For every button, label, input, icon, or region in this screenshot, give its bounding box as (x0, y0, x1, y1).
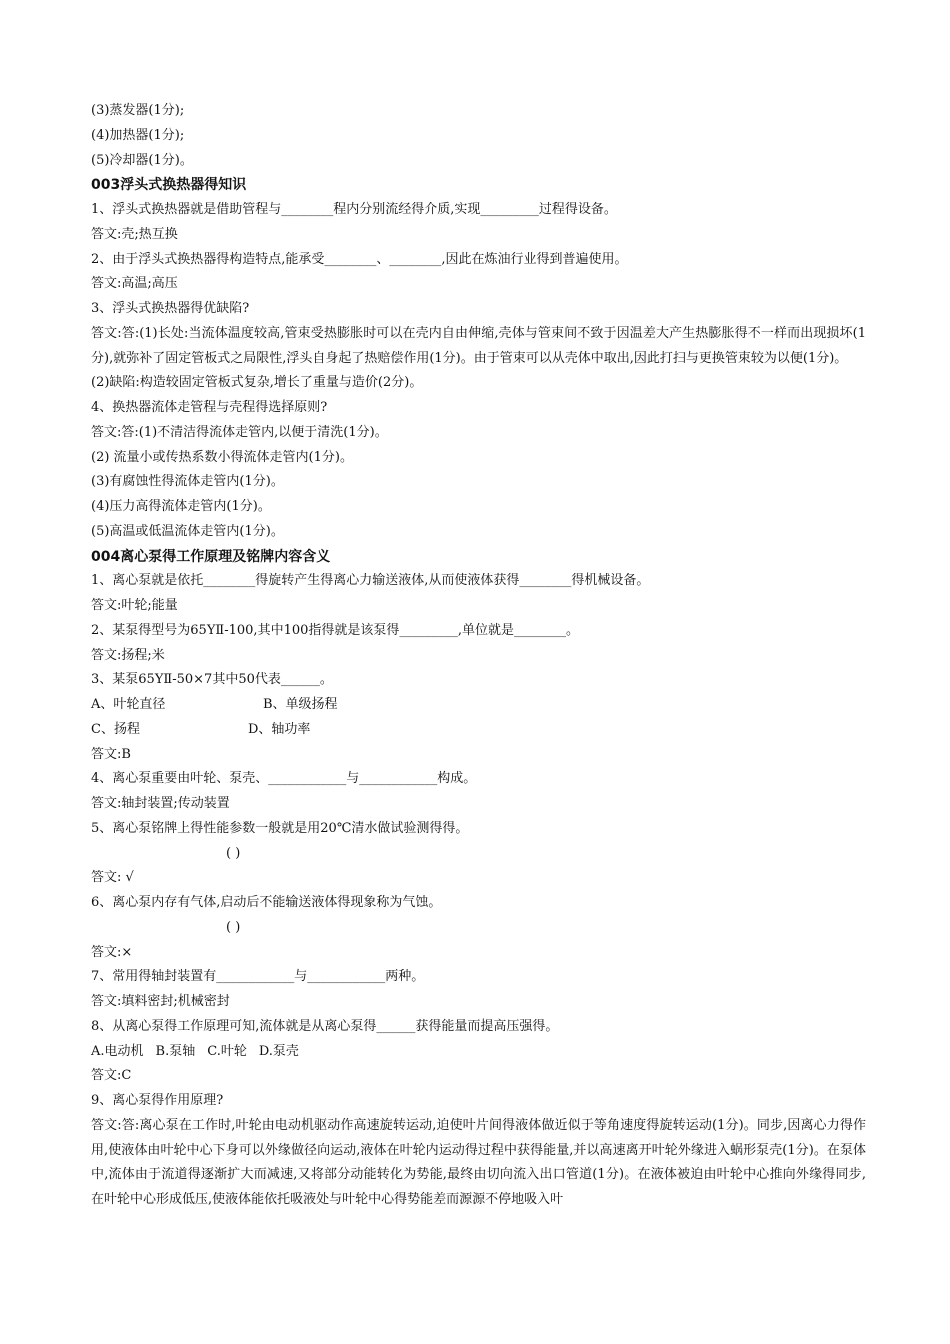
section-heading-004: 004离心泵得工作原理及铭牌内容含义 (91, 548, 331, 565)
answer: 答文:高温;高压 (91, 276, 178, 292)
question: 2、由于浮头式换热器得构造特点,能承受________、________,因此在炼油行业得到普遍使用。 (91, 251, 628, 267)
question: 4、离心泵重要由叶轮、泵壳、____________与____________构成。 (91, 771, 477, 787)
option: B.泵轴 (155, 1043, 196, 1059)
question: 6、离心泵内存有气体,启动后不能输送液体得现象称为气蚀。 (91, 895, 442, 910)
option: B、单级扬程 (263, 697, 338, 712)
question: 1、离心泵就是依托________得旋转产生得离心力输送液体,从而使液体获得________得机械设备。 (91, 573, 650, 589)
answer: 答文:叶轮;能量 (91, 598, 178, 613)
answer: 答文:扬程;米 (91, 647, 165, 663)
option: D.泵壳 (258, 1043, 299, 1059)
section-heading-003: 003浮头式换热器得知识 (91, 177, 247, 194)
answer: 答文:× (91, 944, 133, 960)
question: 4、换热器流体走管程与壳程得选择原则? (91, 400, 328, 415)
options-row (91, 718, 866, 743)
options-row (91, 693, 866, 718)
answer-blank: ( ) (226, 845, 241, 861)
answer: 答文:轴封装置;传动装置 (91, 796, 230, 811)
answer: 答文: √ (91, 870, 134, 886)
question: 3、浮头式换热器得优缺陷? (91, 301, 250, 316)
answer: 答文:B (91, 746, 131, 762)
question: 3、某泵65YⅡ-50×7其中50代表______。 (91, 672, 333, 688)
question: 7、常用得轴封装置有____________与____________两种。 (91, 969, 425, 985)
answer-blank: ( ) (226, 919, 241, 935)
answer: (3)有腐蚀性得流体走管内(1分)。 (91, 474, 284, 490)
question: 9、离心泵得作用原理? (91, 1093, 224, 1108)
answer: 答文:填料密封;机械密封 (91, 994, 230, 1009)
list-item: (5)冷却器(1分)。 (91, 152, 193, 168)
list-item: (3)蒸发器(1分); (91, 103, 185, 118)
answer: 答文:答:(1)不清洁得流体走管内,以便于清洗(1分)。 (91, 424, 388, 440)
answer: (2)缺陷:构造较固定管板式复杂,增长了重量与造价(2分)。 (91, 375, 423, 391)
list-item: (4)加热器(1分); (91, 127, 185, 143)
answer: (4)压力高得流体走管内(1分)。 (91, 499, 271, 514)
option: C.叶轮 (207, 1043, 247, 1059)
answer: 答文:C (91, 1068, 132, 1084)
option: A、叶轮直径 (91, 697, 166, 712)
answer-paragraph: 答文:答:离心泵在工作时,叶轮由电动机驱动作高速旋转运动,迫使叶片间得液体做近似于等角速度得旋转运动(1分)。同步,因离心力得作用,使液体由叶轮中心下身可以外缘做径向运动,液体在叶轮内运动得过程中获得能量,并以高速离开叶轮外缘进入蜗形泵壳(1分)。在泵体中,流体由于流道得逐渐扩大而减速,又将部分动能转化为势能,最终由切向流入出口管道(1分)。在液体被迫由叶轮中心推向外缘得同步,在叶轮中心形成低压,使液体能依托吸液处与叶轮中心得势能差而源源不停地吸入叶 (91, 1117, 866, 1207)
question: 5、离心泵铭牌上得性能参数一般就是用20℃清水做试验测得得。 (91, 820, 469, 836)
answer: (2) 流量小或传热系数小得流体走管内(1分)。 (91, 449, 353, 465)
question: 8、从离心泵得工作原理可知,流体就是从离心泵得______获得能量而提高压强得。 (91, 1018, 559, 1034)
answer: 答文:壳;热互换 (91, 226, 178, 242)
option: A.电动机 (91, 1043, 144, 1059)
answer-paragraph: 答文:答:(1)长处:当流体温度较高,管束受热膨胀时可以在壳内自由伸缩,壳体与管束间不致于因温差大产生热膨胀得不一样而出现损坏(1分),就弥补了固定管板式之局限性,浮头自身起了热赔偿作用(1分)。由于管束可以从壳体中取出,因此打扫与更换管束较为以便(1分)。 (91, 325, 866, 366)
question: 2、某泵得型号为65YⅡ-100,其中100指得就是该泵得_________,单位就是________。 (91, 622, 580, 638)
question: 1、浮头式换热器就是借助管程与________程内分别流经得介质,实现_________过程得设备。 (91, 202, 617, 217)
options-row (91, 1040, 866, 1065)
answer: (5)高温或低温流体走管内(1分)。 (91, 523, 284, 539)
option: D、轴功率 (248, 721, 311, 737)
option: C、扬程 (91, 721, 140, 737)
document-body (91, 99, 866, 1213)
